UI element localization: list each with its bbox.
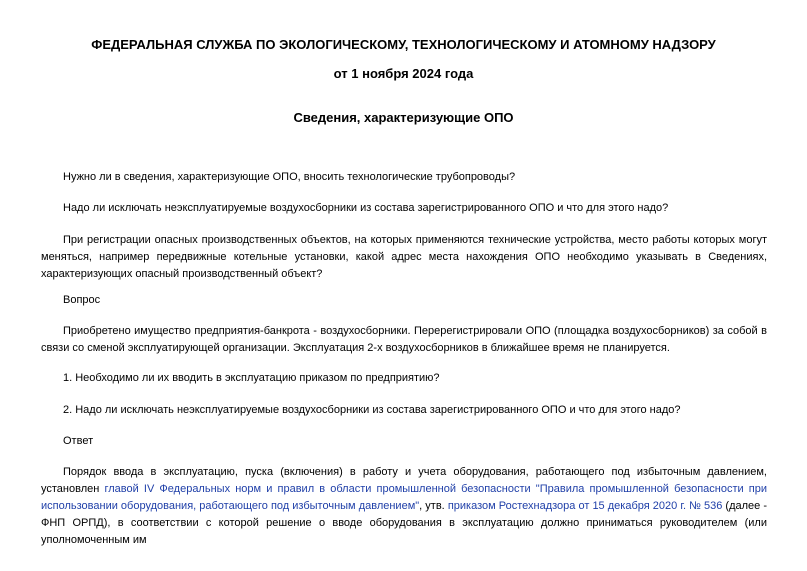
document-date: от 1 ноября 2024 года (333, 66, 474, 81)
page-title: Сведения, характеризующие ОПО (293, 110, 514, 125)
question-item-1: 1. Необходимо ли их вводить в эксплуатацию приказом по предприятию? (63, 372, 440, 384)
answer-paragraph (41, 464, 767, 549)
fnp-chapter-link[interactable]: главой IV Федеральных норм и правил в области промышленной безопасности "Правила промышленной безопасности при использовании оборудования, работающего под избыточным давлением" (41, 483, 768, 512)
question-paragraph-2: Надо ли исключать неэксплуатируемые воздухосборники из состава зарегистрированного ОПО и что для этого надо? (63, 202, 669, 214)
question-item-2: 2. Надо ли исключать неэксплуатируемые воздухосборники из состава зарегистрированного ОПО и что для этого надо? (63, 404, 681, 416)
question-paragraph-3: При регистрации опасных производственных объектов, на которых применяются технические устройства, место работы которых могут меняться, например передвижные котельные установки, какой адрес места нахождения ОПО необходимо указывать в Сведениях, характеризующих опасный производственный объект? (41, 234, 767, 280)
answer-label: Ответ (63, 435, 94, 447)
answer-text-part-2: , утв. (419, 500, 448, 512)
question-paragraph-1: Нужно ли в сведения, характеризующие ОПО, вносить технологические трубопроводы? (63, 171, 516, 183)
rostechnadzor-order-link[interactable]: приказом Ростехнадзора от 15 декабря 2020 г. № 536 (447, 500, 723, 512)
organization-heading: ФЕДЕРАЛЬНАЯ СЛУЖБА ПО ЭКОЛОГИЧЕСКОМУ, ТЕХНОЛОГИЧЕСКОМУ И АТОМНОМУ НАДЗОРУ (91, 37, 716, 52)
situation-paragraph: Приобретено имущество предприятия-банкрота - воздухосборники. Перерегистрировали ОПО (площадка воздухосборников) за собой в связи со сменой эксплуатирующей организации. Эксплуатация 2-х воздухосборников в ближайшее время не планируется. (41, 325, 767, 354)
question-label: Вопрос (63, 294, 101, 306)
answer-text-part-1: Порядок ввода в эксплуатацию, пуска (включения) в работу и учета оборудования, работающего под избыточным давлением, установлен (41, 466, 767, 495)
answer-text-part-3: (далее - ФНП ОРПД), в соответствии с которой решение о вводе оборудования в эксплуатацию должно приниматься руководителем (или уполномоченным им (41, 500, 767, 546)
